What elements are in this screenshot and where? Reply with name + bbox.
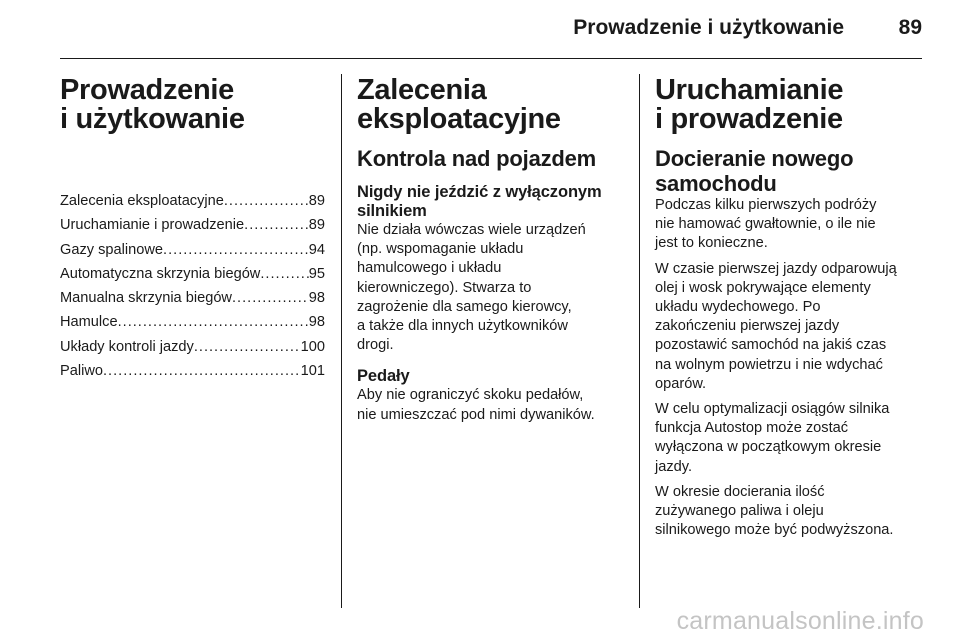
toc-leader-dots (260, 262, 308, 286)
toc-entry[interactable] (60, 213, 325, 237)
toc-entry-label: Hamulce (60, 314, 118, 331)
toc-leader-dots (224, 189, 309, 213)
toc-entry[interactable] (60, 189, 325, 213)
header-rule (60, 58, 922, 59)
paragraph-running-in-3: W celu optymalizacji osiągów silnika funkcja Autostop może zostać wyłączona w początkowym okresie jazdy. (655, 401, 890, 475)
toc-entry-page: 100 (300, 338, 325, 355)
toc-entry-page: 89 (308, 217, 325, 234)
section-title-running-in: Docieranie nowego samochodu (655, 146, 854, 196)
toc-entry-label: Układy kontroli jazdy (60, 338, 194, 355)
watermark: carmanualsonline.info (676, 607, 924, 635)
paragraph-running-in-4: W okresie docierania ilość zużywanego paliwa i oleju silnikowego może być podwyższona. (655, 483, 894, 539)
toc-entry[interactable] (60, 310, 325, 334)
paragraph-running-in-1: Podczas kilku pierwszych podróży nie hamować gwałtownie, o ile nie jest to konieczne. (655, 197, 877, 252)
toc-leader-dots (103, 359, 301, 383)
column-divider-2 (639, 74, 640, 608)
running-title: Prowadzenie i użytkowanie (573, 16, 844, 39)
column-divider-1 (341, 74, 342, 608)
subheading-pedals: Pedały (357, 367, 410, 386)
section-heading-starting: Uruchamianie i prowadzenie (655, 74, 844, 135)
toc-entry[interactable] (60, 286, 325, 310)
toc-leader-dots (118, 310, 309, 334)
toc-entry-page: 98 (308, 314, 325, 331)
toc-entry[interactable] (60, 359, 325, 383)
toc-leader-dots (163, 238, 309, 262)
toc-entry-label: Zalecenia eksploatacyjne (60, 193, 224, 209)
column-starting-driving (655, 76, 925, 540)
toc-entry-page: 98 (308, 290, 325, 307)
chapter-title: Prowadzenie i użytkowanie (60, 74, 245, 135)
table-of-contents (60, 189, 325, 383)
toc-entry-label: Manualna skrzynia biegów (60, 290, 232, 307)
toc-entry[interactable] (60, 262, 325, 286)
toc-entry-page: 95 (308, 265, 325, 282)
toc-entry-label: Gazy spalinowe (60, 241, 164, 258)
section-heading-recommendations: Zalecenia eksploatacyjne (357, 74, 561, 135)
column-operating-recommendations (357, 76, 627, 425)
toc-entry-page: 94 (308, 241, 325, 258)
toc-entry-label: Paliwo (60, 363, 103, 380)
toc-leader-dots (244, 213, 309, 237)
toc-leader-dots (232, 286, 309, 310)
toc-entry[interactable] (60, 335, 325, 359)
page-number: 89 (898, 16, 922, 39)
toc-leader-dots (194, 335, 301, 359)
paragraph-running-in-2: W czasie pierwszej jazdy odparowują olej i wosk pokrywające elementy układu wydechowego. Po zakończeniu pierwszej jazdy pozostawić samochód na jakiś czas na wolnym powietrzu i nie wdychać oparów. (655, 260, 897, 392)
toc-entry-page: 89 (308, 193, 325, 209)
paragraph-engine-off: Nie działa wówczas wiele urządzeń (np. wspomaganie układu hamulcowego i układu kierowniczego). Stwarza to zagrożenie dla samego kierowcy, a także dla innych użytkowników drogi. (357, 222, 586, 354)
subheading-engine-off: Nigdy nie jeździć z wyłączonym silnikiem (357, 183, 602, 220)
column-chapter-contents (60, 76, 325, 383)
toc-entry-page: 101 (300, 363, 325, 380)
section-title-vehicle-control: Kontrola nad pojazdem (357, 146, 597, 171)
toc-entry-label: Uruchamianie i prowadzenie (60, 217, 245, 234)
toc-entry[interactable] (60, 238, 325, 262)
toc-entry-label: Automatyczna skrzynia biegów (60, 265, 261, 282)
running-header (60, 16, 922, 50)
paragraph-pedals: Aby nie ograniczyć skoku pedałów, nie umieszczać pod nimi dywaników. (357, 387, 595, 423)
